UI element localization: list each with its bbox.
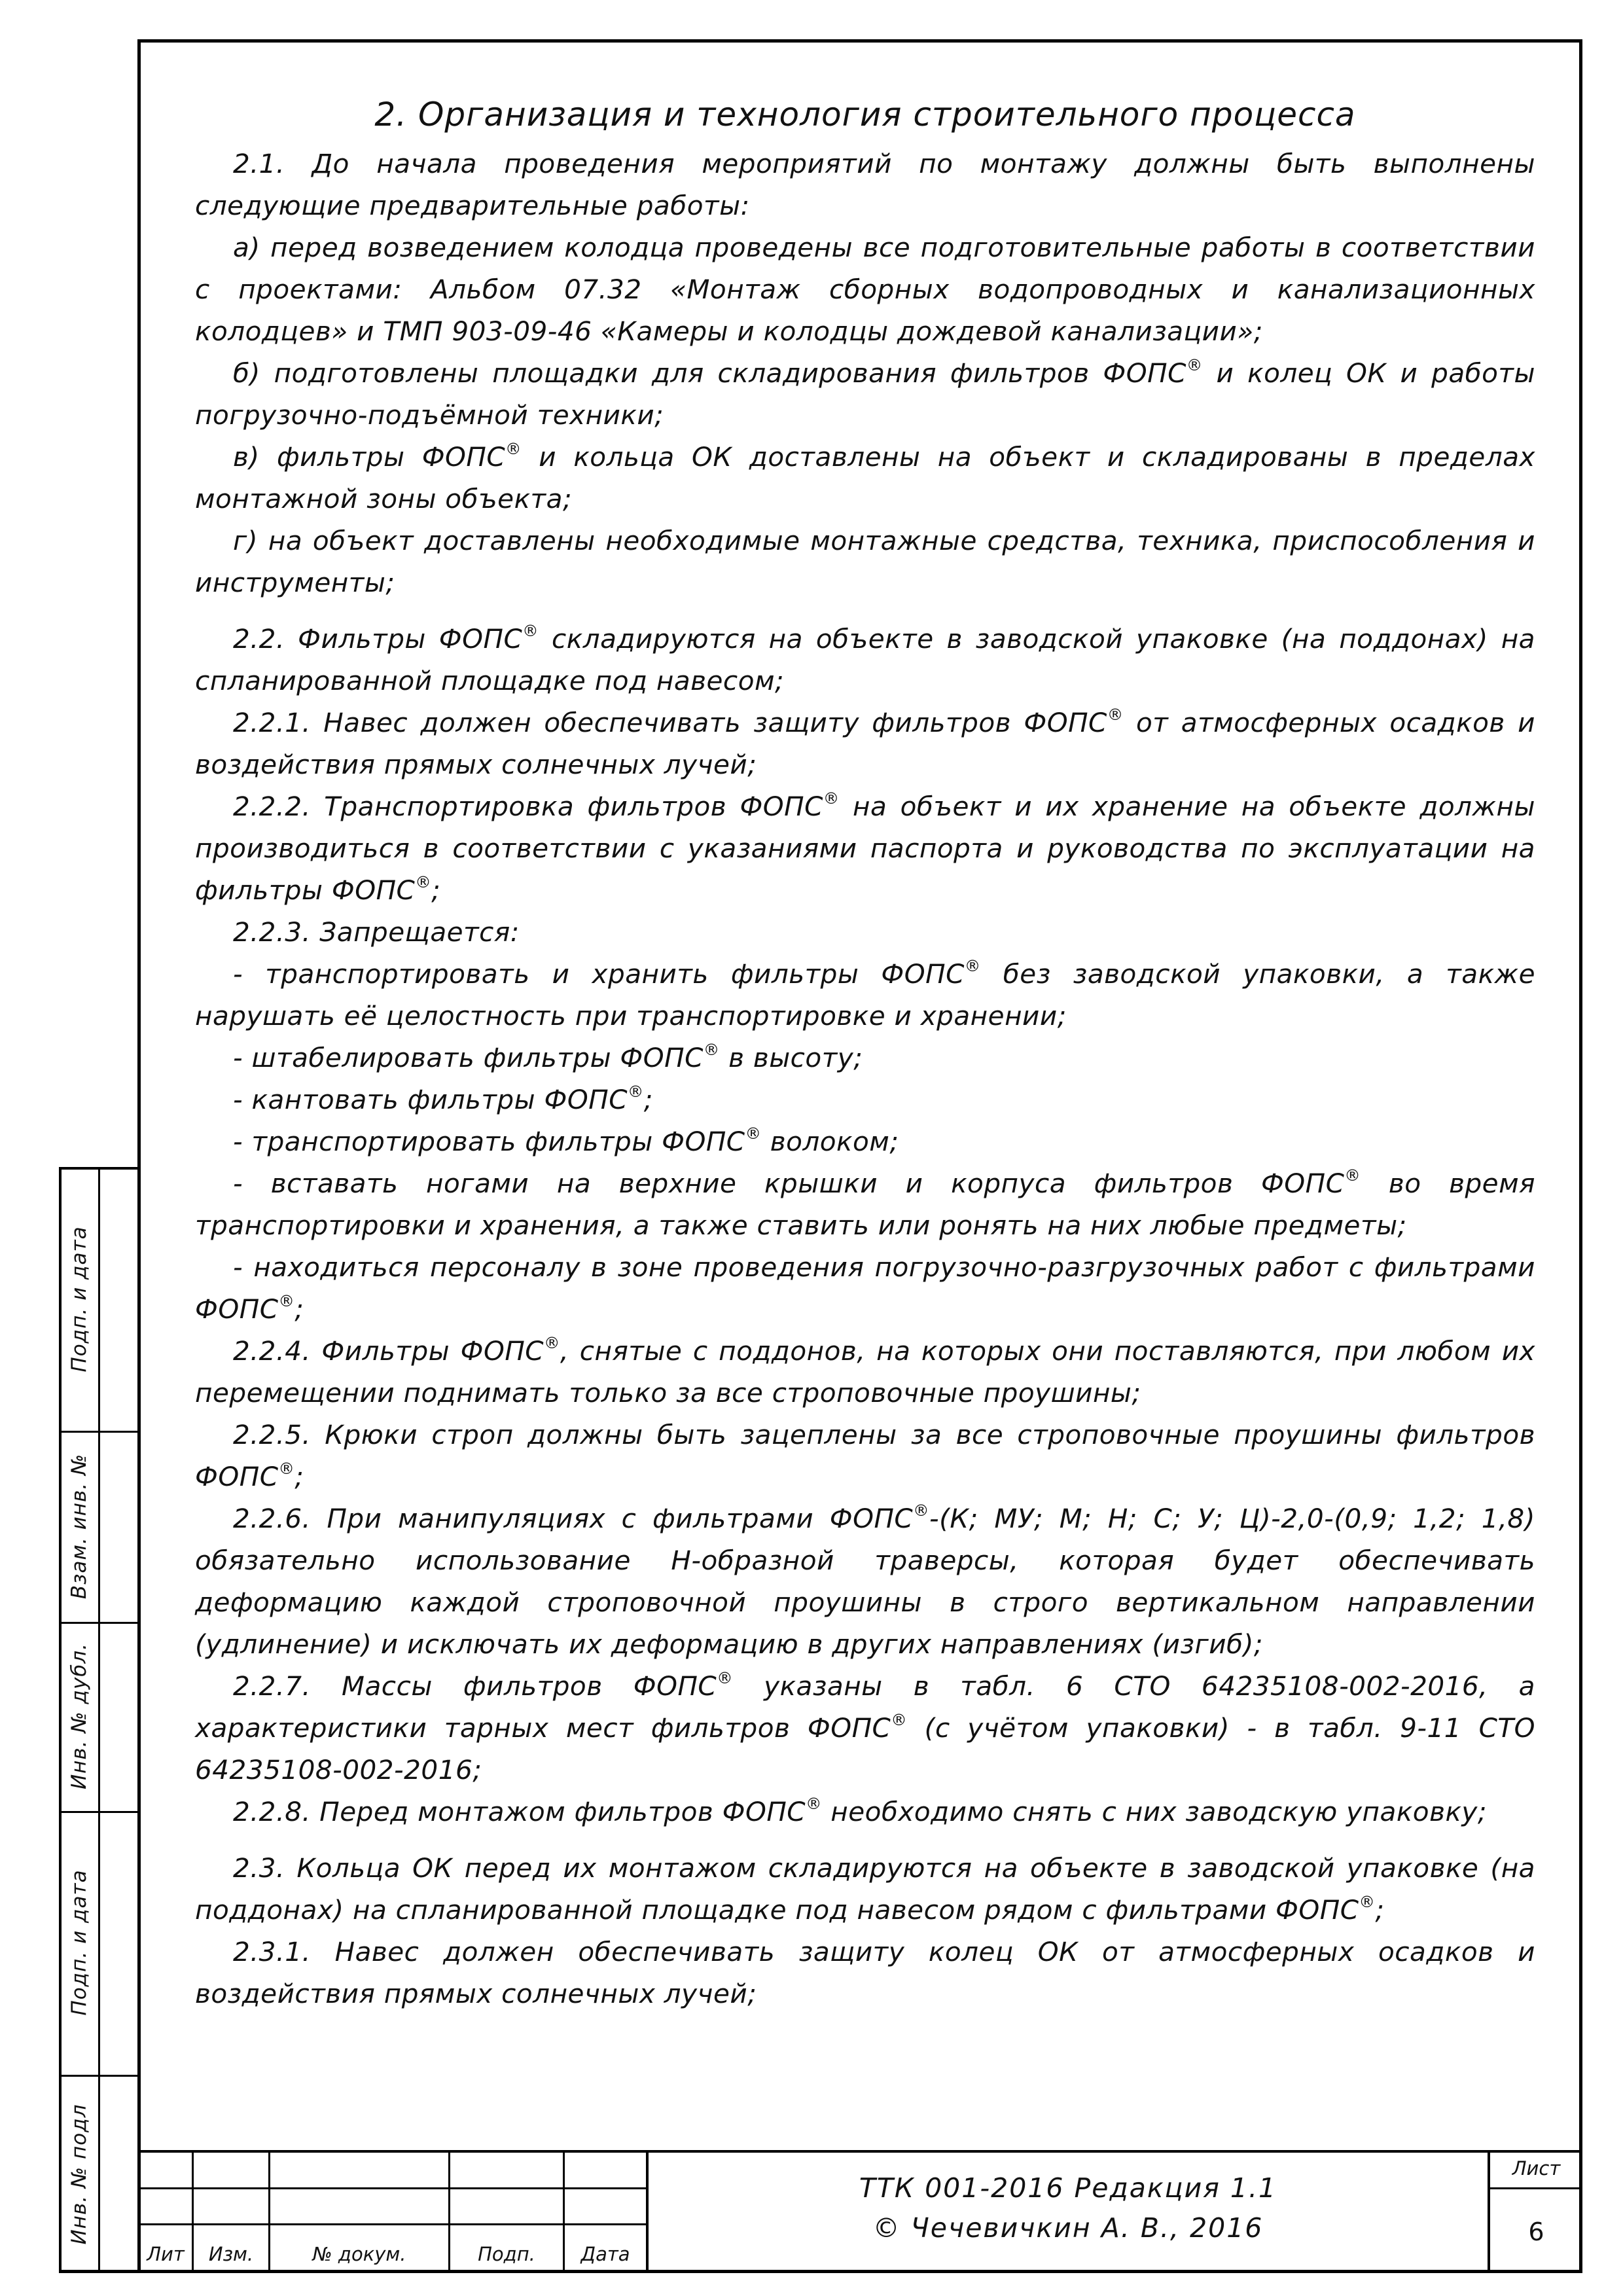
paragraph: 2.2.1. Навес должен обеспечивать защиту фильтров ФОПС® от атмосферных осадков и воздействия прямых солнечных лучей; (195, 704, 1535, 780)
frame-bottom (59, 2270, 1582, 2273)
paragraph: - штабелировать фильтры ФОПС® в высоту; (233, 1039, 863, 1073)
paragraph: 2.2.6. При манипуляциях с фильтрами ФОПС®-(К; МУ; М; Н; С; У; Ц)-2,0-(0,9; 1,2; 1,8) обязательно использование Н-образной траверсы, которая будет обеспечивать деформацию каждой строповочной проушины в строго вертикальном направлении (удлинение) и исключать их деформацию в других направлениях (изгиб); (195, 1500, 1535, 1660)
col-label-date: Дата (580, 2243, 630, 2265)
registered-mark: ® (964, 956, 981, 975)
stamp-label-dup-inv: Инв. № дубл. (67, 1642, 91, 1790)
registered-mark: ® (703, 1039, 720, 1059)
sheet-label: Лист (1512, 2157, 1561, 2179)
paragraph: 2.2.5. Крюки строп должны быть зацеплены за все строповочные проушины фильтров ФОПС®; (195, 1419, 1535, 1492)
titleblock-row-1 (137, 2187, 648, 2189)
stamp-label-orig-inv: Инв. № подл (67, 2104, 91, 2245)
registered-mark: ® (1186, 355, 1203, 374)
paragraph: 2.3.1. Навес должен обеспечивать защиту колец ОК от атмосферных осадков и воздействия прямых солнечных лучей; (195, 1936, 1535, 2009)
paragraph: 2.2.3. Запрещается: (233, 916, 520, 948)
sheet-number: 6 (1528, 2217, 1544, 2246)
paragraph: 2.2.4. Фильтры ФОПС®, снятые с поддонов, на которых они поставляются, при любом их перемещении поднимать только за все строповочные проушины; (195, 1333, 1535, 1408)
paragraph: б) подготовлены площадки для складирования фильтров ФОПС® и колец ОК и работы погрузочно-подъёмной техники; (195, 355, 1535, 431)
registered-mark: ® (522, 620, 539, 640)
registered-mark: ® (1344, 1165, 1361, 1185)
registered-mark: ® (278, 1291, 295, 1310)
registered-mark: ® (1359, 1892, 1376, 1911)
paragraph: 2.2.8. Перед монтажом фильтров ФОПС® необходимо снять с них заводскую упаковку; (233, 1793, 1488, 1827)
stamp-strip-mid (98, 1167, 100, 2273)
stamp-div-3 (59, 1811, 141, 1813)
stamp-strip-left (59, 1167, 62, 2273)
stamp-div-1 (59, 1431, 141, 1433)
titleblock-top (137, 2150, 1582, 2153)
registered-mark: ® (1107, 704, 1124, 724)
col-label-signature: Подп. (478, 2243, 535, 2265)
paragraph: - транспортировать фильтры ФОПС® волоком; (233, 1123, 899, 1157)
paragraph: 2.1. До начала проведения мероприятий по монтажу должны быть выполнены следующие предварительные работы: (195, 148, 1535, 221)
stamp-label-sign-date-2: Подп. и дата (67, 1869, 91, 2016)
registered-mark: ® (717, 1668, 733, 1687)
titleblock-col-5 (646, 2150, 649, 2273)
col-label-doc-number: № докум. (312, 2243, 406, 2265)
paragraph: 2.3. Кольца ОК перед их монтажом складируются на объекте в заводской упаковке (на поддонах) на спланированной площадке под навесом рядом с фильтрами ФОПС®; (195, 1852, 1535, 1926)
frame-top (137, 39, 1582, 43)
registered-mark: ® (278, 1458, 295, 1478)
registered-mark: ® (891, 1710, 908, 1729)
paragraph: г) на объект доставлены необходимые монтажные средства, техника, приспособления и инструменты; (195, 525, 1535, 598)
stamp-label-replace-inv: Взам. инв. № (67, 1453, 91, 1600)
paragraph: - кантовать фильтры ФОПС®; (233, 1081, 653, 1115)
stamp-div-4 (59, 2075, 141, 2077)
titleblock-row-2 (137, 2223, 648, 2225)
paragraph: 2.2. Фильтры ФОПС® складируются на объекте в заводской упаковке (на поддонах) на спланированной площадке под навесом; (195, 620, 1535, 696)
col-label-change: Изм. (208, 2243, 254, 2265)
stamp-label-sign-date-1: Подп. и дата (67, 1226, 91, 1372)
doc-copyright: © Чечевичкин А. В., 2016 (872, 2212, 1264, 2244)
paragraph: в) фильтры ФОПС® и кольца ОК доставлены на объект и складированы в пределах монтажной зоны объекта; (195, 439, 1535, 514)
registered-mark: ® (544, 1333, 560, 1352)
frame-right (1579, 39, 1582, 2273)
doc-code: ТТК 001-2016 Редакция 1.1 (859, 2172, 1277, 2204)
col-label-lit: Лит (147, 2243, 185, 2265)
section-heading: 2. Организация и технология строительного процесса (374, 96, 1356, 134)
registered-mark: ® (745, 1123, 762, 1143)
titleblock-sheet-row (1488, 2187, 1582, 2189)
registered-mark: ® (806, 1793, 822, 1813)
paragraph: - вставать ногами на верхние крышки и корпуса фильтров ФОПС® во время транспортировки и хранения, а также ставить или ронять на них любые предметы; (195, 1165, 1535, 1241)
stamp-div-2 (59, 1622, 141, 1624)
paragraph: 2.2.2. Транспортировка фильтров ФОПС® на объект и их хранение на объекте должны производиться в соответствии с указаниями паспорта и руководства по эксплуатации на фильтры ФОПС®; (195, 788, 1535, 906)
paragraph: 2.2.7. Массы фильтров ФОПС® указаны в табл. 6 СТО 64235108-002-2016, а характеристики тарных мест фильтров ФОПС® (с учётом упаковки) - в табл. 9-11 СТО 64235108-002-2016; (195, 1668, 1535, 1785)
paragraph: - транспортировать и хранить фильтры ФОПС® без заводской упаковки, а также нарушать её целостность при транспортировке и хранении; (195, 956, 1535, 1031)
frame-left (137, 39, 141, 2273)
paragraph: а) перед возведением колодца проведены все подготовительные работы в соответствии с проектами: Альбом 07.32 «Монтаж сборных водопроводных и канализационных колодцев» и ТМП 903-09-46 «Камеры и колодцы дождевой канализации»; (195, 232, 1535, 347)
stamp-strip-top (59, 1167, 141, 1170)
registered-mark: ® (415, 872, 432, 891)
registered-mark: ® (627, 1081, 644, 1101)
registered-mark: ® (823, 788, 840, 808)
registered-mark: ® (505, 439, 522, 458)
paragraph: - находиться персоналу в зоне проведения погрузочно-разгрузочных работ с фильтрами ФОПС®; (195, 1251, 1535, 1325)
registered-mark: ® (913, 1500, 930, 1520)
document-body (195, 89, 1535, 2015)
